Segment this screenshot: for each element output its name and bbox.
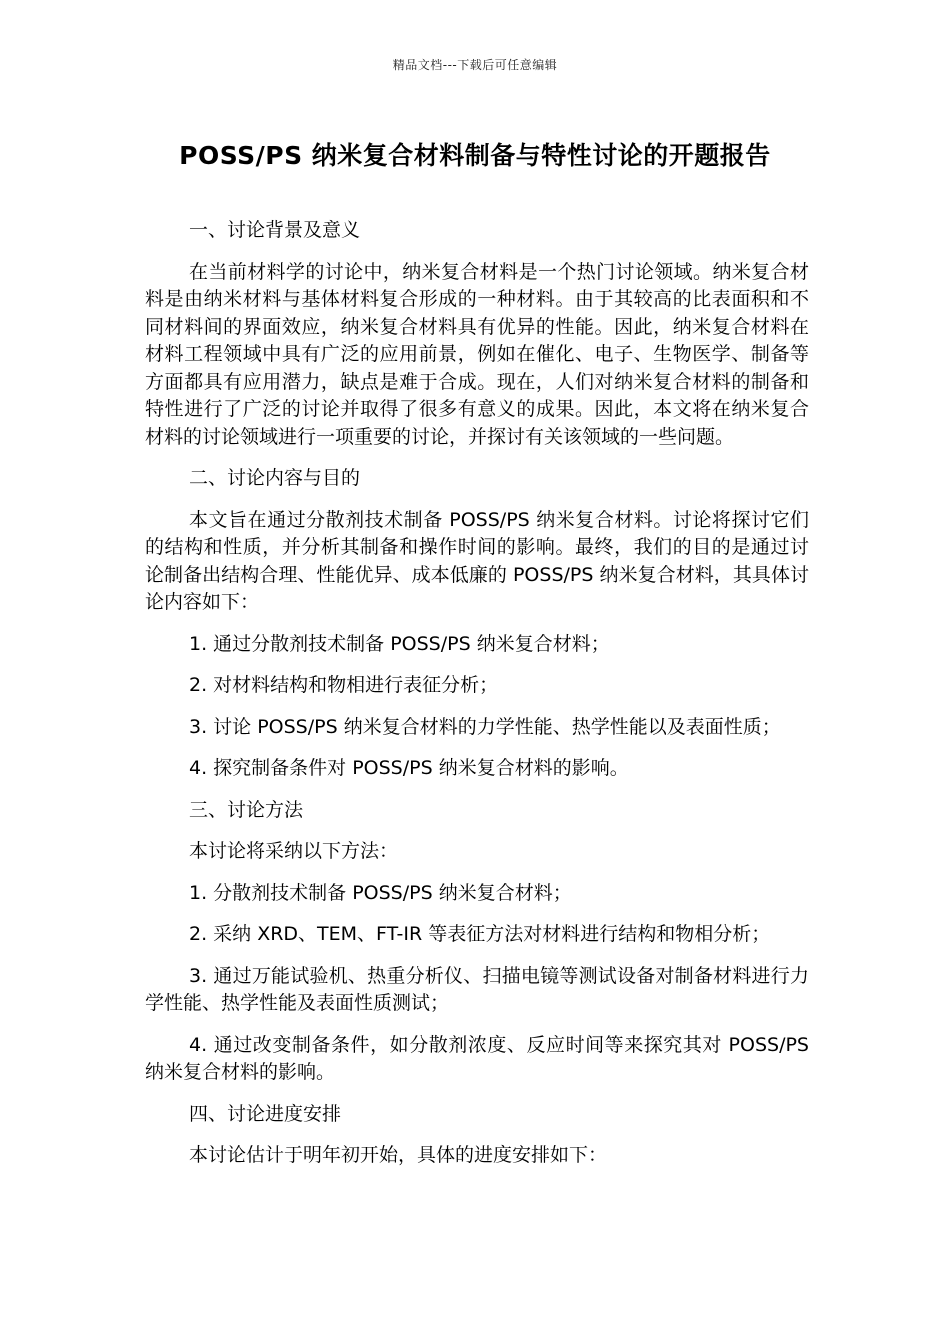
document-body — [145, 217, 809, 1184]
list-item-content-1: 1. 通过分散剂技术制备 POSS/PS 纳米复合材料； — [189, 632, 610, 655]
paragraph-schedule-intro: 本讨论估计于明年初开始，具体的进度安排如下： — [189, 1144, 608, 1166]
list-item-content-4: 4. 探究制备条件对 POSS/PS 纳米复合材料的影响。 — [189, 757, 629, 779]
section-heading-methods: 三、讨论方法 — [189, 798, 304, 821]
paragraph-content: 本文旨在通过分散剂技术制备 POSS/PS 纳米复合材料。讨论将探讨它们的结构和性质，并分析其制备和操作时间的影响。最终，我们的目的是通过讨论制备出结构合理、性能优异、成本低廉的 POSS/PS 纳米复合材料，其具体讨论内容如下： — [145, 508, 809, 613]
paragraph-methods-intro: 本讨论将采纳以下方法： — [189, 840, 399, 862]
paragraph-background: 在当前材料学的讨论中，纳米复合材料是一个热门讨论领域。纳米复合材料是由纳米材料与基体材料复合形成的一种材料。由于其较高的比表面积和不同材料间的界面效应，纳米复合材料具有优异的性能。因此，纳米复合材料在材料工程领域中具有广泛的应用前景，例如在催化、电子、生物医学、制备等方面都具有应用潜力，缺点是难于合成。现在，人们对纳米复合材料的制备和特性进行了广泛的讨论并取得了很多有意义的成果。因此，本文将在纳米复合材料的讨论领域进行一项重要的讨论，并探讨有关该领域的一些问题。 — [145, 260, 809, 448]
section-heading-schedule: 四、讨论进度安排 — [189, 1102, 342, 1125]
section-heading-content: 二、讨论内容与目的 — [189, 467, 361, 489]
section-heading-background: 一、讨论背景及意义 — [189, 219, 361, 241]
list-item-methods-2: 2. 采纳 XRD、TEM、FT-IR 等表征方法对材料进行结构和物相分析； — [189, 923, 771, 945]
list-item-methods-1: 1. 分散剂技术制备 POSS/PS 纳米复合材料； — [189, 881, 572, 904]
list-item-content-3: 3. 讨论 POSS/PS 纳米复合材料的力学性能、热学性能以及表面性质； — [189, 715, 781, 738]
page-header: 精品文档---下载后可任意编辑 — [392, 58, 558, 72]
list-item-content-2: 2. 对材料结构和物相进行表征分析； — [189, 674, 499, 696]
list-item-methods-4: 4. 通过改变制备条件，如分散剂浓度、反应时间等来探究其对 POSS/PS 纳米复合材料的影响。 — [145, 1033, 809, 1083]
document-title: POSS/PS 纳米复合材料制备与特性讨论的开题报告 — [179, 141, 771, 170]
list-item-methods-3: 3. 通过万能试验机、热重分析仪、扫描电镜等测试设备对制备材料进行力学性能、热学性能及表面性质测试； — [145, 964, 809, 1014]
